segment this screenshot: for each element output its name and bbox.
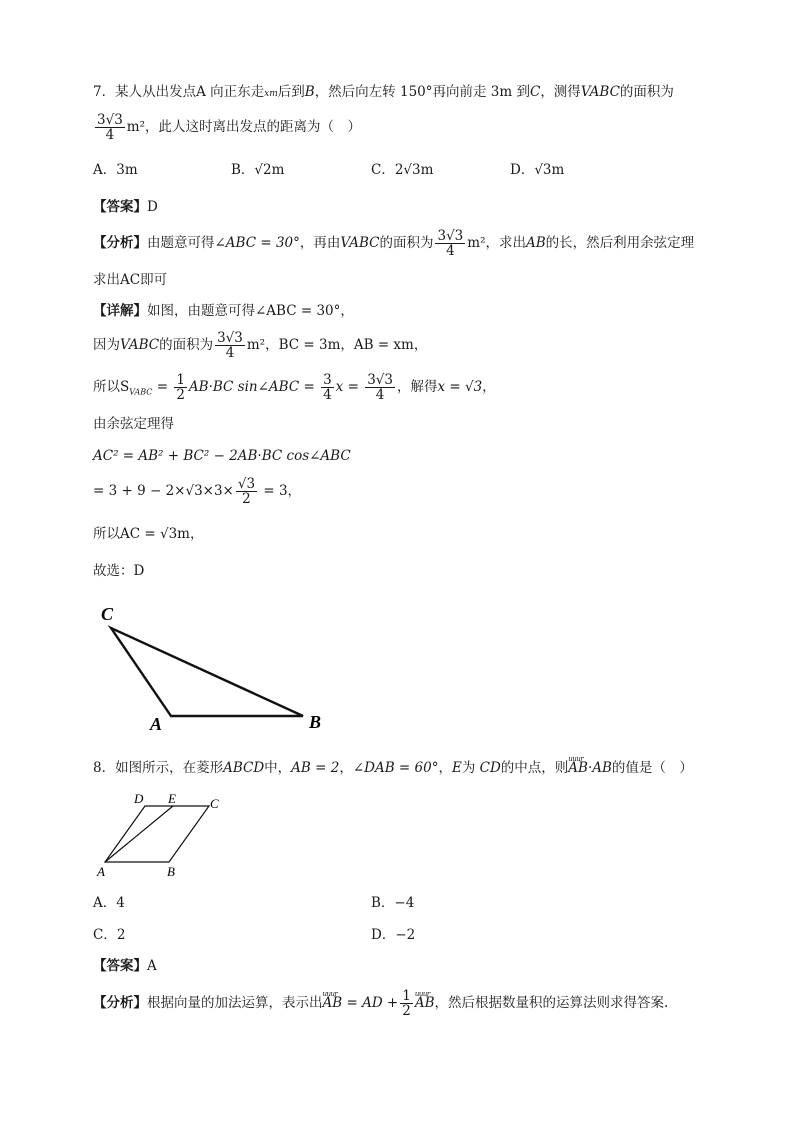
q7-detail-line-2: [93, 330, 427, 360]
q7-option-a: A．3m: [93, 162, 138, 178]
q7-stem-triangle: VABC: [580, 84, 620, 100]
q7-option-d: D．√3m: [510, 162, 565, 178]
answer-value: A: [147, 958, 157, 974]
q7-answer: [93, 197, 158, 217]
q7-detail-line-3: [93, 372, 496, 408]
text: 因为: [93, 337, 120, 353]
frac-num: 1: [402, 988, 411, 1004]
frac-num: 3√3: [437, 228, 464, 244]
q7-detail-line-1: [93, 301, 354, 321]
q8-analysis: [93, 988, 668, 1018]
text: = 3 + 9 − 2×√3×3×: [93, 483, 234, 499]
text: ，解得: [396, 379, 438, 395]
text: 为: [461, 760, 480, 776]
q7-area-fraction: [95, 113, 125, 142]
text: 如图，由题意可得∠ABC = 30°，: [147, 303, 354, 319]
q7-analysis-line-2: 求出AC即可: [93, 272, 168, 288]
analysis-tag: 【分析】: [93, 235, 147, 251]
q8-option-c: C．2: [93, 927, 126, 943]
q7-detail-area-fraction: [215, 331, 245, 360]
half-fraction: [174, 373, 187, 402]
frac-den: 4: [105, 127, 115, 143]
frac-den: 2: [176, 387, 185, 403]
q7-detail-line-4: 由余弦定理得: [93, 416, 174, 432]
text: 的长，然后利用余弦定理: [545, 235, 695, 251]
math: x = √3: [437, 379, 483, 395]
text: ，然后根据数量积的运算法则求得答案.: [434, 995, 669, 1011]
subscript: VABC: [129, 387, 153, 397]
frac-den: 2: [402, 1003, 411, 1019]
text: m²，BC = 3m，AB = xm，: [246, 337, 428, 353]
q7-analysis-line-1: [93, 228, 694, 258]
frac-num: 3√3: [97, 112, 123, 128]
text: 中，: [264, 760, 292, 776]
triangle-abc: [111, 628, 303, 716]
q7-triangle-figure: [95, 598, 335, 738]
frac-num: √3: [237, 476, 256, 492]
q7-area-unit: m²: [126, 119, 145, 135]
q8-option-d: D．−2: [371, 927, 416, 943]
answer-tag: 【答案】: [93, 958, 147, 974]
math: AB: [525, 235, 546, 251]
vector-ab: uuur AB: [415, 988, 435, 1018]
frac-den: 4: [225, 345, 235, 361]
q7-detail-line-8: 故选：D: [93, 563, 145, 579]
text: =: [152, 379, 173, 395]
frac-den: 2: [242, 491, 251, 507]
text: = 3，: [259, 483, 302, 499]
frac-den: 4: [375, 387, 385, 403]
area-fraction: [365, 373, 395, 402]
rhombus-abcd: [105, 806, 209, 862]
q7-detail-line-7: 所以AC = √3m，: [93, 526, 204, 542]
label-e: E: [168, 791, 176, 806]
q7-stem-line-1: [93, 82, 674, 104]
q7-stem-line-2: [93, 112, 361, 142]
frac-den: 4: [446, 243, 455, 259]
frac-den: 4: [323, 387, 332, 403]
text: ，: [482, 379, 496, 395]
frac-num: 1: [176, 372, 185, 388]
q7-option-b: B．√2m: [231, 162, 285, 178]
half-fraction: [400, 989, 413, 1018]
vector-product: uuur AB·AB: [568, 758, 612, 778]
sqrt3-over-2-fraction: [236, 477, 257, 506]
label-b: B: [167, 864, 175, 879]
analysis-tag: 【分析】: [93, 995, 147, 1011]
math: ABCD: [223, 760, 265, 776]
q7-stem-text: ，此人这时离出发点的距离为（ ）: [145, 119, 361, 135]
q7-detail-line-6: [93, 476, 301, 506]
text: 所以S: [93, 379, 130, 395]
math: ∠ABC = 30°: [214, 235, 300, 251]
q8-stem: [93, 758, 693, 778]
q8-option-b: B．−4: [371, 895, 415, 911]
label-c: C: [210, 796, 219, 811]
q7-analysis-area-fraction: [435, 229, 465, 258]
math: VABC: [340, 235, 380, 251]
label-a: A: [150, 714, 163, 734]
text: 的面积为: [379, 235, 434, 251]
text: 的值是（ ）: [611, 760, 693, 776]
three-quarter-fraction: [321, 373, 334, 402]
text: ，: [438, 760, 452, 776]
q8-answer: [93, 956, 157, 976]
math: ∠DAB = 60°: [352, 760, 439, 776]
q7-stem-text: ，然后向左转 150°再向前走 3m 到: [314, 84, 530, 100]
text: 的面积为: [159, 337, 214, 353]
label-a: A: [97, 864, 105, 879]
label-b: B: [309, 712, 322, 732]
math: VABC: [120, 337, 160, 353]
math: AB·BC sin∠ABC =: [188, 379, 320, 395]
frac-num: 3√3: [367, 372, 393, 388]
q7-option-c: C．2√3m: [371, 162, 434, 178]
frac-num: 3√3: [217, 330, 243, 346]
q7-stem-text: 7．某人从出发点A 向正东走: [93, 84, 265, 100]
label-c: C: [101, 604, 114, 624]
text: m²，求出: [467, 235, 526, 251]
frac-num: 3: [323, 372, 332, 388]
q7-stem-point: C: [529, 84, 541, 100]
q7-stem-text: 的面积为: [619, 84, 674, 100]
q7-detail-line-5: AC² = AB² + BC² − 2AB·BC cos∠ABC: [93, 448, 351, 464]
q7-stem-point: B: [304, 84, 315, 100]
q7-stem-text: ，测得: [540, 84, 581, 100]
q8-rhombus-figure: [95, 788, 235, 880]
text: 根据向量的加法运算，表示出: [147, 995, 323, 1011]
q8-option-a: A．4: [93, 895, 125, 911]
q7-stem-x: xm: [264, 89, 278, 99]
math: AB = 2: [291, 760, 340, 776]
text: 8．如图所示，在菱形: [93, 760, 224, 776]
q7-stem-text: 后到: [277, 84, 305, 100]
text: ，再由: [299, 235, 341, 251]
math: CD: [479, 760, 501, 776]
label-d: D: [134, 791, 144, 806]
text: ，: [339, 760, 353, 776]
math: x =: [335, 379, 364, 395]
detail-tag: 【详解】: [93, 303, 147, 319]
answer-tag: 【答案】: [93, 199, 147, 215]
text: 由题意可得: [147, 235, 215, 251]
answer-value: D: [147, 199, 158, 215]
math: E: [451, 760, 462, 776]
text: 的中点，则: [500, 760, 569, 776]
vector-expression: uuur AB = AD +: [323, 988, 399, 1018]
